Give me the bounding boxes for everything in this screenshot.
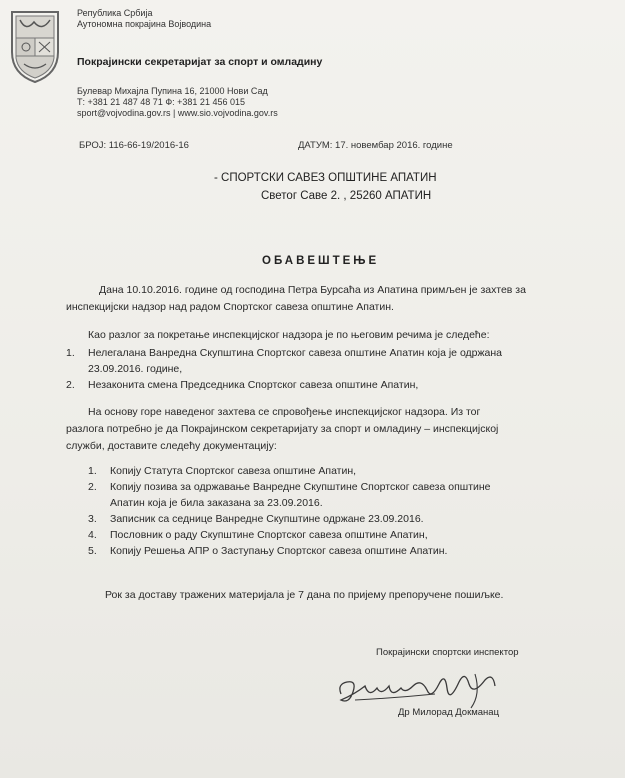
coat-of-arms-icon: [6, 8, 64, 84]
list-item-number: 2.: [66, 379, 75, 391]
reasons-intro: Као разлог за покретање инспекцијског надзора је по његовим речима је следеће:: [88, 329, 490, 341]
list-item: [88, 527, 558, 543]
basis-line-3: служби, доставите следећу документацију:: [66, 440, 277, 452]
list-item-text-cont: 23.09.2016. годинe,: [88, 363, 183, 375]
documents-list: [88, 463, 558, 559]
header-province: Аутономна покрајина Војводина: [77, 19, 212, 29]
list-item: [66, 345, 566, 377]
reasons-list: [66, 345, 566, 393]
list-item: [88, 511, 558, 527]
intro-line-1: Дана 10.10.2016. године од господина Петра Бурсаћа из Апатина примљен је захтев за: [99, 284, 526, 296]
list-item-text: Копију позива за одржавање Ванредне Скупштине Спортског савеза општине: [110, 481, 491, 493]
intro-line-2: инспекцијски надзор над радом Спортског савеза општине Апатин.: [66, 301, 394, 313]
list-item-text-cont: Апатин која је била заказана за 23.09.2016.: [110, 497, 323, 509]
list-item-text: Копију Статута Спортског савеза општине Апатин,: [110, 465, 357, 477]
document-heading: ОБАВЕШТЕЊЕ: [262, 255, 380, 267]
recipient-name: - СПОРТСКИ САВЕЗ ОПШТИНЕ АПАТИН: [214, 172, 437, 184]
deadline-text: Рок за доставу тражених материјала је 7 дана по пријему препоручене пошиљке.: [105, 589, 504, 601]
list-item-text: Нелегалана Ванредна Скупштина Спортског савеза општине Апатин која је одржана: [88, 347, 503, 359]
list-item-number: 4.: [88, 529, 97, 541]
header-email-web: sport@vojvodina.gov.rs | www.sio.vojvodina.gov.rs: [77, 108, 278, 118]
list-item: [88, 543, 558, 559]
basis-line-2: разлога потребно је да Покрајинском секретаријату за спорт и омладину – инспекцијској: [66, 423, 499, 435]
list-item-text: Пословник о раду Скупштине Спортског савеза општине Апатин,: [110, 529, 428, 541]
list-item: [66, 377, 566, 393]
list-item-text: Копију Решења АПР о Заступању Спортског савеза општине Апатин.: [110, 545, 448, 557]
list-item-number: 3.: [88, 513, 97, 525]
signatory-title: Покрајински спортски инспектор: [376, 647, 519, 658]
list-item-text: Записник са седнице Ванредне Скупштине одржане 23.09.2016.: [110, 513, 424, 525]
list-item: [88, 463, 558, 479]
handwritten-signature-icon: [335, 664, 505, 710]
list-item-text: Незаконита смена Председника Спортског савеза општине Апатин,: [88, 379, 419, 391]
recipient-address: Светог Саве 2. , 25260 АПАТИН: [261, 190, 432, 202]
list-item-number: 5.: [88, 545, 97, 557]
list-item: [88, 479, 558, 511]
list-item-number: 1.: [88, 465, 97, 477]
reference-number: БРОЈ: 116-66-19/2016-16: [79, 140, 189, 151]
basis-line-1: На основу горе наведеног захтева се спровођење инспекцијског надзора. Из тог: [88, 406, 481, 418]
list-item-number: 1.: [66, 347, 75, 359]
header-address: Булевар Михајла Пупина 16, 21000 Нови Сад: [77, 86, 268, 96]
header-phone-fax: Т: +381 21 487 48 71 Ф: +381 21 456 015: [77, 97, 245, 107]
list-item-number: 2.: [88, 481, 97, 493]
signatory-name: Др Милорад Докманац: [398, 707, 500, 718]
header-country: Република Србија: [77, 8, 153, 18]
header-secretariat: Покрајински секретаријат за спорт и омладину: [77, 56, 323, 68]
reference-date: ДАТУМ: 17. новембар 2016. године: [298, 140, 453, 151]
